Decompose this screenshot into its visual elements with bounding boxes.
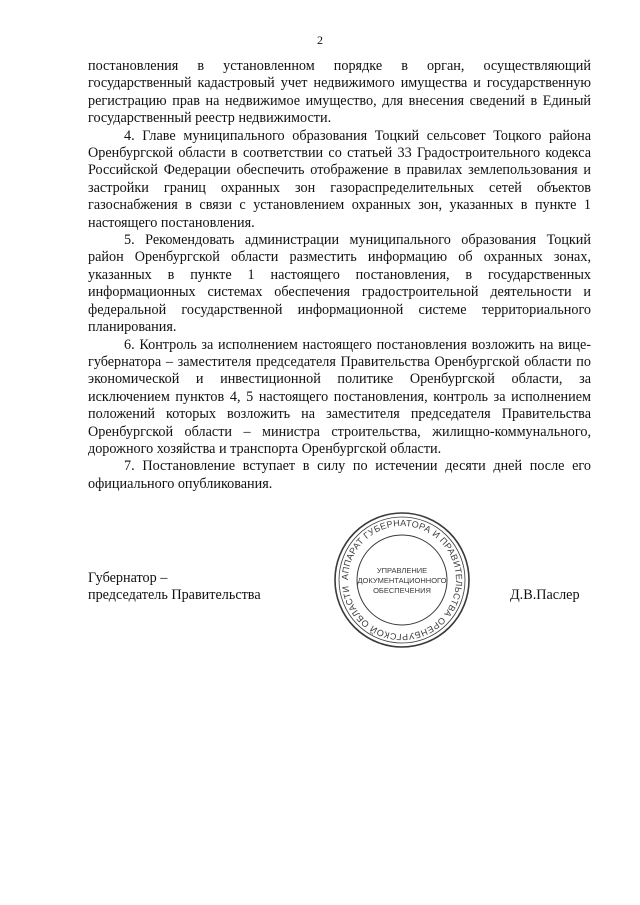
stamp-seal-graphic	[332, 510, 472, 650]
signatory-title-line-1: Губернатор –	[88, 570, 168, 586]
official-stamp	[332, 510, 472, 650]
page-number: 2	[317, 33, 323, 47]
stamp-center-line-1: УПРАВЛЕНИЕ	[376, 566, 428, 575]
paragraph-continuation: постановления в установленном порядке в орган, осуществляющий государственный кадастровый учет недвижимого имущества и государственную регистрацию прав на недвижимое имущество, для внесения сведений в Единый государственный реестр недвижимости.	[88, 58, 591, 127]
paragraph-item-5: 5. Рекомендовать администрации муниципального образования Тоцкий район Оренбургской области разместить информацию об охранных зонах, указанных в пункте 1 настоящего постановления, в государственных информационных системах обеспечения градостроительной деятельности и федеральной государственной информационной системе территориального планирования.	[88, 232, 591, 336]
signatory-title	[88, 570, 261, 605]
stamp-center-line-3: ОБЕСПЕЧЕНИЯ	[373, 586, 431, 595]
paragraph-item-4: 4. Главе муниципального образования Тоцкий сельсовет Тоцкого района Оренбургской области в соответствии со статьей 33 Градостроительного кодекса Российской Федерации обеспечить отображение в правилах землепользования и застройки границ охранных зон газораспределительных сетей объектов газоснабжения в связи с установлением охранных зон, указанных в пункте 1 настоящего постановления.	[88, 127, 591, 231]
document-body	[88, 58, 591, 493]
stamp-ring-text: АППАРАТ ГУБЕРНАТОРА И ПРАВИТЕЛЬСТВА ОРЕНБУРГСКОЙ ОБЛАСТИ	[339, 517, 465, 643]
signatory-name: Д.В.Паслер	[510, 587, 580, 603]
stamp-center-line-2: ДОКУМЕНТАЦИОННОГО	[357, 576, 447, 585]
paragraph-item-6: 6. Контроль за исполнением настоящего постановления возложить на вице-губернатора – заместителя председателя Правительства Оренбургской области по экономической и инвестиционной политике Оренбургской области, за исключением пунктов 4, 5 настоящего постановления, контроль за исполнением положений которых возложить на заместителя председателя Правительства Оренбургской области – министра строительства, жилищно-коммунального, дорожного хозяйства и транспорта Оренбургской области.	[88, 336, 591, 457]
paragraph-item-7: 7. Постановление вступает в силу по истечении десяти дней после его официального опубликования.	[88, 458, 591, 492]
signatory-title-line-2: председатель Правительства	[88, 587, 261, 604]
